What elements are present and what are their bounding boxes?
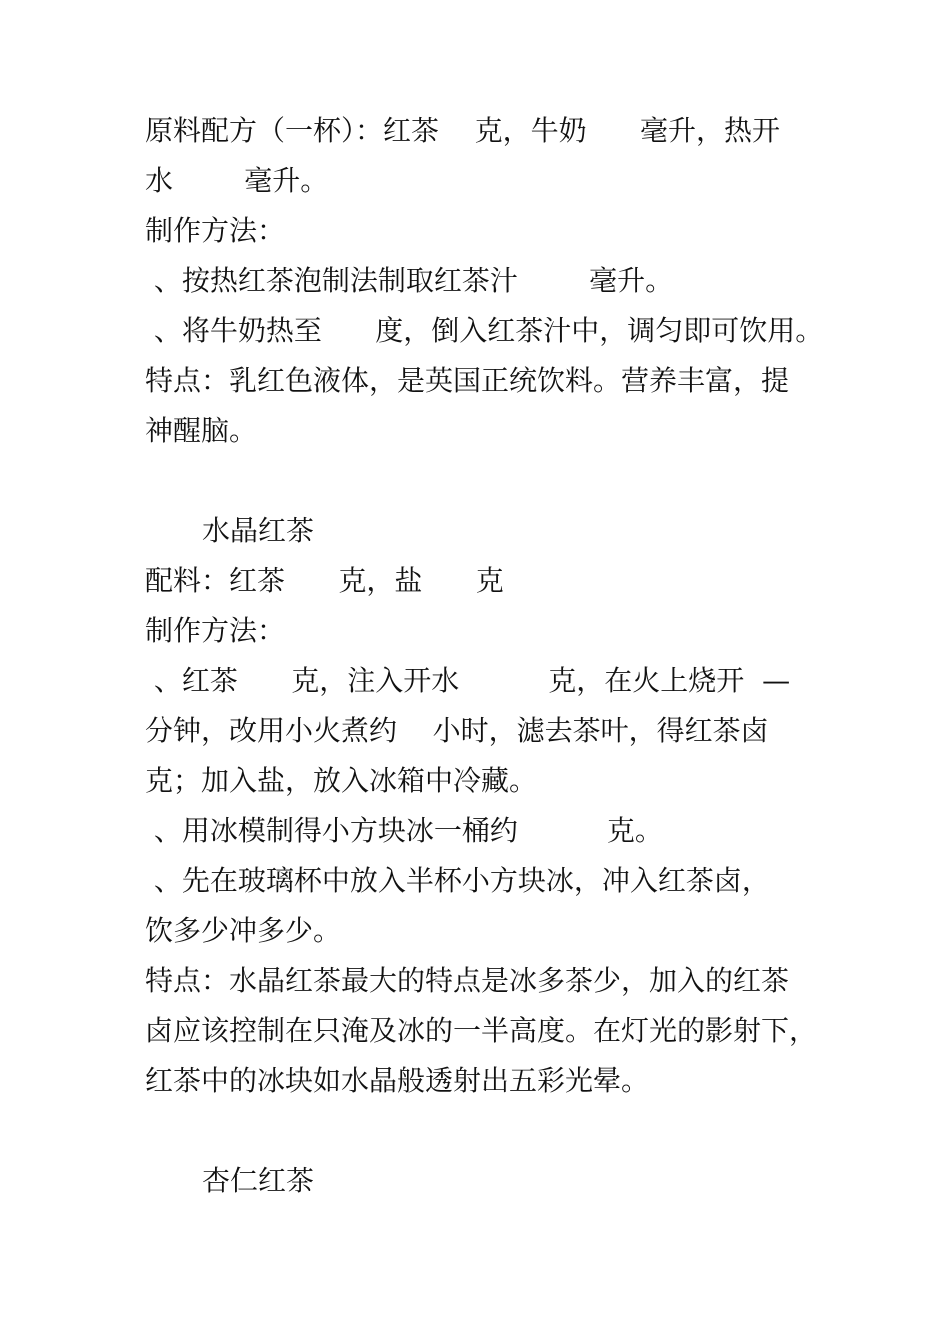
section2-step-3-line2: 饮多少冲多少。 bbox=[145, 914, 342, 947]
section2-step-1-line3: 克；加入盐，放入冰箱中冷藏。 bbox=[145, 764, 538, 797]
section1-ingredients-line1: 原料配方（一杯）：红茶 克，牛奶 毫升，热开 bbox=[145, 114, 781, 147]
section2-step-2: 、用冰模制得小方块冰一桶约 克。 bbox=[145, 814, 663, 847]
section1-feature-line2: 神醒脑。 bbox=[145, 414, 258, 447]
section1-step-2: 、将牛奶热至 度，倒入红茶汁中，调匀即可饮用。 bbox=[145, 314, 824, 347]
section1-ingredients-line2: 水 毫升。 bbox=[145, 164, 329, 197]
section2-feature-line1: 特点：水晶红茶最大的特点是冰多茶少，加入的红茶 bbox=[145, 964, 790, 997]
section1-step-1: 、按热红茶泡制法制取红茶汁 毫升。 bbox=[145, 264, 674, 297]
section2-title: 水晶红茶 bbox=[202, 514, 315, 547]
section2-feature-line3: 红茶中的冰块如水晶般透射出五彩光晕。 bbox=[145, 1064, 650, 1097]
section2-method-label: 制作方法： bbox=[145, 614, 286, 647]
section1-feature-line1: 特点：乳红色液体，是英国正统饮料。营养丰富，提 bbox=[145, 364, 790, 397]
section2-step-1-line1: 、红茶 克，注入开水 克，在火上烧开 — bbox=[145, 664, 791, 697]
section3-title: 杏仁红茶 bbox=[202, 1164, 315, 1197]
section1-method-label: 制作方法： bbox=[145, 214, 286, 247]
section2-step-1-line2: 分钟，改用小火煮约 小时，滤去茶叶，得红茶卤 bbox=[145, 714, 769, 747]
section2-step-3-line1: 、先在玻璃杯中放入半杯小方块冰，冲入红茶卤， bbox=[145, 864, 770, 897]
section2-ingredients: 配料：红茶 克，盐 克 bbox=[145, 564, 504, 597]
section2-feature-line2: 卤应该控制在只淹及冰的一半高度。在灯光的影射下， bbox=[145, 1014, 818, 1047]
